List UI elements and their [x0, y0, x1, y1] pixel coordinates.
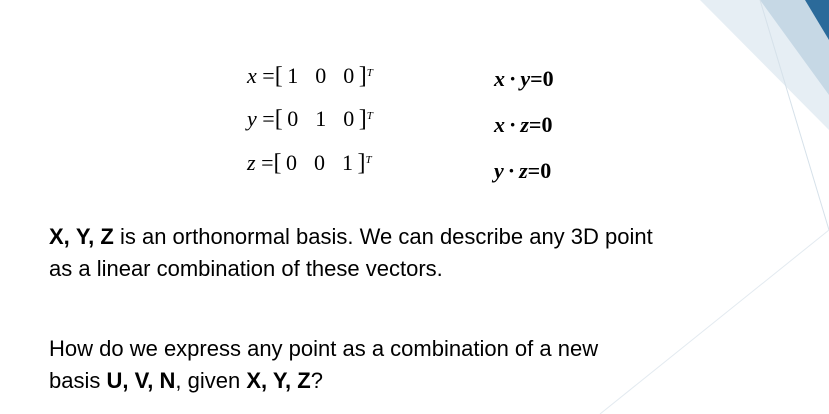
given-basis-label: X, Y, Z [246, 368, 311, 393]
operand: z [519, 158, 528, 183]
component: 1 [287, 63, 299, 88]
component: 0 [315, 63, 327, 88]
paragraph-text: is an orthonormal basis. We can describe any 3D point [113, 224, 653, 249]
paragraph-text: basis [49, 368, 107, 393]
result: =0 [528, 112, 553, 137]
operand: x [494, 112, 505, 137]
dot-product-xy [494, 68, 554, 90]
operand: z [520, 112, 529, 137]
operand: y [494, 158, 504, 183]
dot-operator: · [509, 112, 517, 137]
orthonormal-basis-statement [49, 221, 653, 285]
paragraph-line [49, 365, 598, 397]
vector-x-definition: x =[ 1 0 0 ]$^T$ [247, 63, 373, 89]
transpose-superscript: T [366, 67, 373, 79]
vector-y-definition: y =[ 0 1 0 ]$^T$ [247, 106, 373, 132]
paragraph-line [49, 221, 653, 253]
operand: x [494, 66, 505, 91]
component: 0 [313, 150, 325, 175]
component: 1 [341, 150, 353, 175]
transpose-superscript: T [366, 110, 373, 122]
paragraph-line: How do we express any point as a combination of a new [49, 336, 599, 361]
result: =0 [527, 158, 552, 183]
component: 1 [315, 106, 327, 131]
paragraph-text: ? [310, 368, 323, 393]
component: 0 [287, 106, 299, 131]
dot-operator: · [509, 66, 517, 91]
basis-y-label: Y, [75, 224, 95, 249]
new-basis-label: U, V, N [106, 368, 176, 393]
basis-z-label: Z [100, 224, 114, 249]
component: 0 [343, 63, 355, 88]
vector-name: y [247, 106, 257, 131]
component: 0 [285, 150, 297, 175]
basis-x-label: X, [49, 224, 70, 249]
new-basis-question [49, 333, 598, 397]
paragraph-text: , given [175, 368, 247, 393]
component: 0 [343, 106, 355, 131]
dot-operator: · [507, 158, 516, 183]
dot-product-xz [494, 114, 552, 136]
vector-name: x [247, 63, 257, 88]
result: =0 [530, 66, 554, 91]
vector-name: z [247, 150, 256, 175]
transpose-superscript: T [365, 154, 372, 166]
vector-z-definition: z =[ 0 0 1 ]$^T$ [247, 150, 372, 176]
paragraph-line: as a linear combination of these vectors. [49, 256, 443, 281]
dot-product-yz [494, 160, 551, 182]
operand: y [520, 66, 531, 91]
